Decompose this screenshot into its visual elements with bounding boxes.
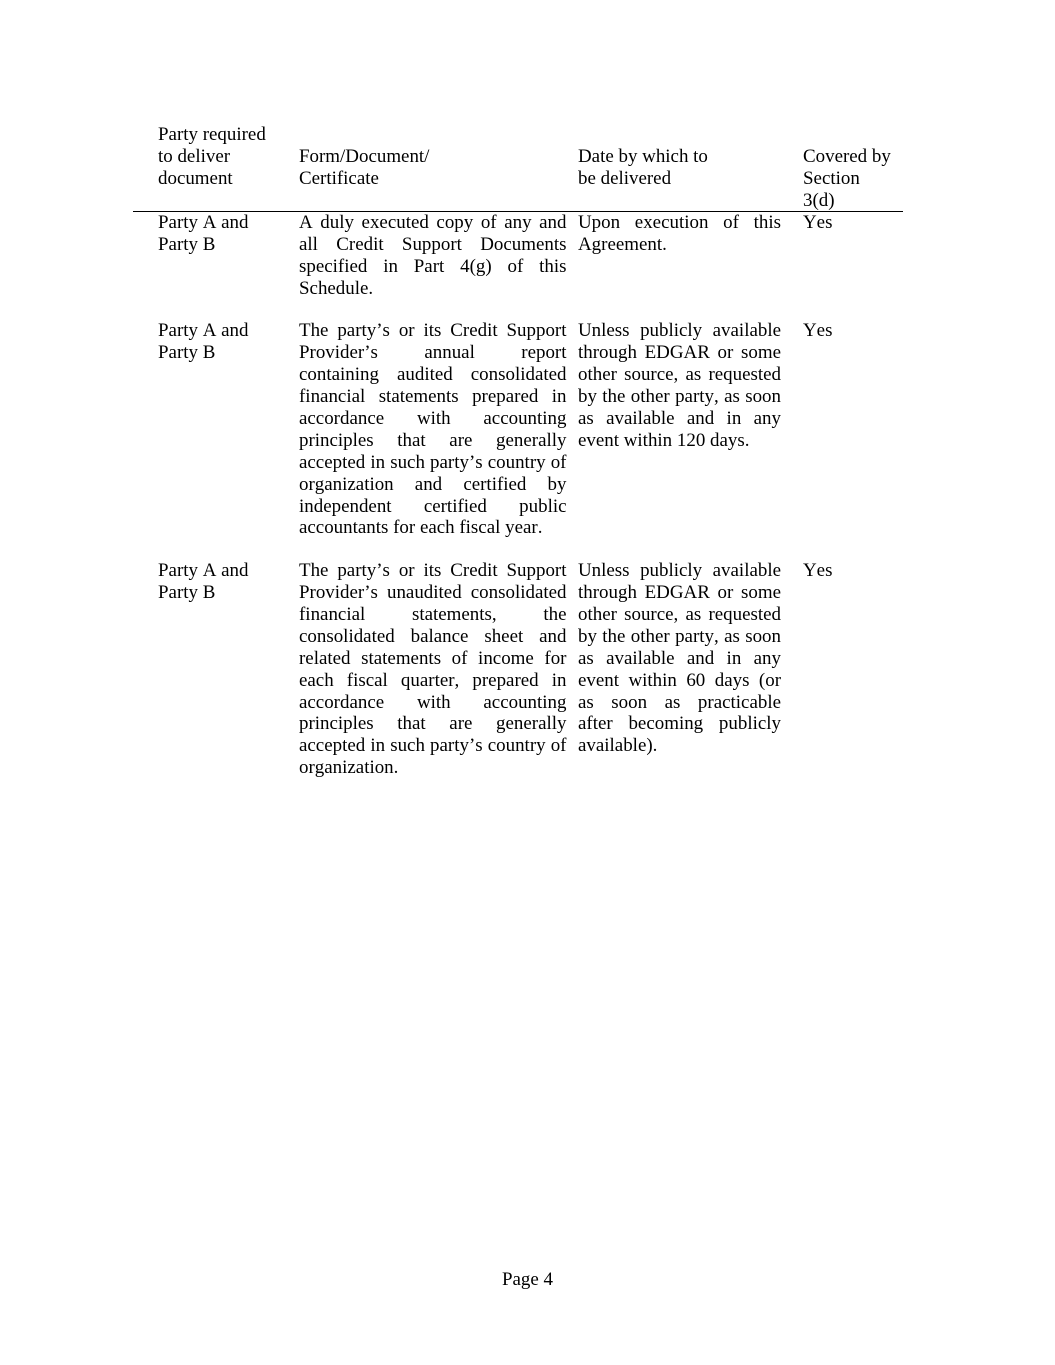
table-row bbox=[158, 320, 903, 560]
table-row bbox=[158, 212, 903, 320]
table-row bbox=[158, 560, 903, 800]
document-cell: The party’s or its Credit Support Provider’s annual report containing audited consolidated financial statements prepared in accordance with accounting principles that are generally accepted in such party’s country of organization and certified by independent certified public accountants for each fiscal year. bbox=[299, 320, 567, 539]
delivery-date-cell: Unless publicly available through EDGAR or some other source, as requested by the other party, as soon as available and in any event within 60 days (or as soon as practicable after becoming publicly available). bbox=[578, 560, 781, 757]
header-party-required: Party required to deliver document bbox=[158, 124, 266, 189]
header-delivery-date: Date by which to be delivered bbox=[578, 145, 708, 189]
covered-cell: Yes bbox=[803, 320, 833, 342]
covered-cell: Yes bbox=[803, 560, 833, 582]
delivery-date-cell: Unless publicly available through EDGAR or some other source, as requested by the other party, as soon as available and in any event within 120 days. bbox=[578, 320, 781, 451]
header-covered-by-section: Covered by Section 3(d) bbox=[803, 145, 891, 211]
header-form-document: Form/Document/ Certificate bbox=[299, 145, 430, 189]
party-cell: Party A and Party B bbox=[158, 560, 249, 603]
document-cell: A duly executed copy of any and all Credit Support Documents specified in Part 4(g) of this Schedule. bbox=[299, 212, 567, 299]
party-cell: Party A and Party B bbox=[158, 320, 249, 364]
document-cell: The party’s or its Credit Support Provider’s unaudited consolidated financial statements, the consolidated balance sheet and related statements of income for each fiscal quarter, prepared in accordance with accounting principles that are generally accepted in such party’s country of organization. bbox=[299, 560, 567, 779]
table-header-row bbox=[158, 124, 903, 212]
page-number: Page 4 bbox=[501, 1269, 553, 1290]
delivery-date-cell: Upon execution of this Agreement. bbox=[578, 212, 781, 255]
table-body bbox=[158, 212, 903, 800]
party-cell: Party A and Party B bbox=[158, 212, 249, 255]
covered-cell: Yes bbox=[803, 212, 833, 233]
